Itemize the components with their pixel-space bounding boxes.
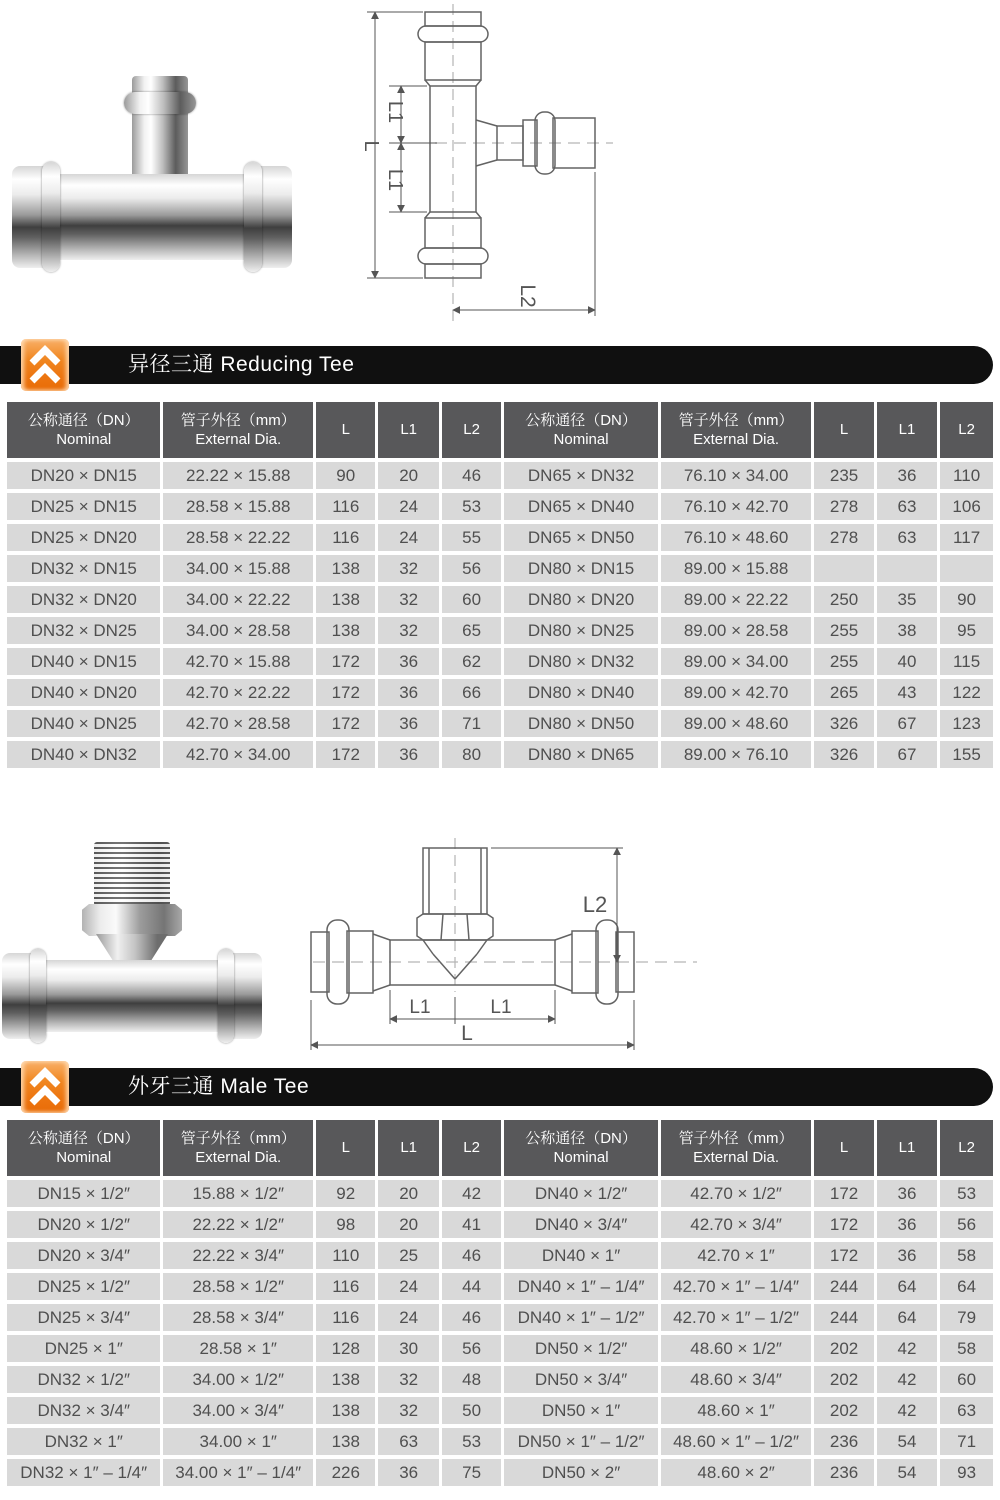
table-cell: 89.00 × 76.10 (661, 741, 812, 768)
table-cell: DN50 × 1/2″ (504, 1335, 657, 1362)
table-cell: 40 (877, 648, 937, 675)
table-cell: 89.00 × 42.70 (661, 679, 812, 706)
table-cell: 265 (814, 679, 873, 706)
table-cell: 71 (442, 710, 501, 737)
male-tee-photo (2, 838, 262, 1053)
table-cell: 63 (940, 1397, 993, 1424)
table-cell: 42.70 × 34.00 (163, 741, 313, 768)
table-cell: 172 (316, 648, 375, 675)
table-cell: 50 (442, 1397, 501, 1424)
table-cell: 64 (940, 1273, 993, 1300)
table-cell: 41 (442, 1211, 501, 1238)
table-cell: 48.60 × 1″ (661, 1397, 812, 1424)
table-cell: 20 (378, 1211, 438, 1238)
table-cell: 46 (442, 1242, 501, 1269)
table-row (7, 1428, 993, 1455)
dim-label-l1: L1 (384, 168, 406, 192)
table-cell: 76.10 × 42.70 (661, 493, 812, 520)
table-cell: 122 (940, 679, 993, 706)
table-cell: 202 (814, 1335, 873, 1362)
table-cell: 15.88 × 1/2″ (163, 1180, 313, 1207)
section-badge (21, 339, 69, 391)
table-cell: 79 (940, 1304, 993, 1331)
table-cell: 36 (378, 648, 438, 675)
table-cell: 32 (378, 1397, 438, 1424)
table-cell (814, 555, 873, 582)
table-cell: 32 (378, 617, 438, 644)
table-cell: 24 (378, 1273, 438, 1300)
table-cell: 54 (877, 1428, 937, 1455)
table-cell: 48.60 × 1″ – 1/2″ (661, 1428, 812, 1455)
dim-label-l1: L1 (384, 100, 406, 124)
column-header: L2 (442, 402, 501, 458)
table-cell: 110 (940, 462, 993, 489)
table-row (7, 1366, 993, 1393)
table-cell: DN50 × 3/4″ (504, 1366, 657, 1393)
table-cell: DN15 × 1/2″ (7, 1180, 160, 1207)
table-cell: 28.58 × 1/2″ (163, 1273, 313, 1300)
table-cell: 63 (877, 493, 937, 520)
column-header-zh: 管子外径（mm） (678, 411, 794, 429)
table-cell: 53 (442, 1428, 501, 1455)
table-cell: 138 (316, 1397, 375, 1424)
column-header: L2 (940, 1120, 993, 1176)
table-cell: 65 (442, 617, 501, 644)
table-cell: 138 (316, 586, 375, 613)
table-cell: DN40 × 1″ (504, 1242, 657, 1269)
column-header-en: Nominal (553, 1149, 609, 1166)
table-row (7, 710, 993, 737)
table-cell: 44 (442, 1273, 501, 1300)
table-cell: 28.58 × 22.22 (163, 524, 313, 551)
section-badge (21, 1061, 69, 1113)
table-cell: 67 (877, 710, 937, 737)
table-row (7, 1335, 993, 1362)
table-cell: DN32 × DN25 (7, 617, 160, 644)
table-cell: 46 (442, 462, 501, 489)
dim-label-l2: L2 (516, 284, 539, 308)
table-cell: 36 (877, 1180, 937, 1207)
table-cell: 62 (442, 648, 501, 675)
reducing-tee-drawing (345, 0, 690, 332)
column-header-zh: 公称通径（DN） (525, 1129, 637, 1147)
table-cell: 172 (814, 1180, 873, 1207)
column-header: L (814, 402, 873, 458)
table-cell: DN40 × 1″ – 1/2″ (504, 1304, 657, 1331)
double-chevron-up-icon (21, 339, 69, 391)
table-cell: DN50 × 1″ (504, 1397, 657, 1424)
column-header: L1 (378, 402, 438, 458)
table-cell: 95 (940, 617, 993, 644)
table-cell: DN40 × 3/4″ (504, 1211, 657, 1238)
double-chevron-up-icon (21, 1061, 69, 1113)
table-cell: 75 (442, 1459, 501, 1486)
table-cell: 278 (814, 493, 873, 520)
column-header (661, 1120, 812, 1176)
column-header-zh: 管子外径（mm） (678, 1129, 794, 1147)
right-press-ring (218, 949, 234, 1043)
left-press-ring (42, 162, 60, 272)
table-cell: DN40 × DN15 (7, 648, 160, 675)
table-cell: 42.70 × 1″ (661, 1242, 812, 1269)
table-cell: DN32 × DN20 (7, 586, 160, 613)
table-cell: 34.00 × 28.58 (163, 617, 313, 644)
column-header: L (814, 1120, 873, 1176)
table-cell: 55 (442, 524, 501, 551)
table-cell: 235 (814, 462, 873, 489)
table-cell: DN65 × DN50 (504, 524, 657, 551)
table-cell: 28.58 × 3/4″ (163, 1304, 313, 1331)
reducing-tee-photo (12, 62, 292, 292)
section-header-male-tee (0, 1068, 993, 1106)
table-cell: DN25 × DN20 (7, 524, 160, 551)
table-cell: 48.60 × 1/2″ (661, 1335, 812, 1362)
table-cell: DN40 × DN32 (7, 741, 160, 768)
table-cell: 98 (316, 1211, 375, 1238)
table-cell: 42.70 × 3/4″ (661, 1211, 812, 1238)
table-cell: 64 (877, 1273, 937, 1300)
table-cell: 278 (814, 524, 873, 551)
table-cell: 42 (442, 1180, 501, 1207)
table-cell: 255 (814, 648, 873, 675)
table-cell: 42.70 × 22.22 (163, 679, 313, 706)
table-cell: 90 (316, 462, 375, 489)
table-cell: DN80 × DN50 (504, 710, 657, 737)
table-cell: DN25 × 3/4″ (7, 1304, 160, 1331)
table-cell: 76.10 × 48.60 (661, 524, 812, 551)
table-cell: 128 (316, 1335, 375, 1362)
table-cell: 172 (316, 741, 375, 768)
dim-label-l: L (360, 140, 382, 152)
table-cell: 58 (940, 1335, 993, 1362)
table-row (7, 648, 993, 675)
table-cell: 89.00 × 22.22 (661, 586, 812, 613)
column-header: L1 (877, 1120, 937, 1176)
table-cell: 32 (378, 1366, 438, 1393)
table-cell: 53 (940, 1180, 993, 1207)
table-cell: 20 (378, 1180, 438, 1207)
table-cell: 80 (442, 741, 501, 768)
table-cell: 89.00 × 34.00 (661, 648, 812, 675)
table-cell: 36 (378, 1459, 438, 1486)
table-cell: 67 (877, 741, 937, 768)
table-cell: DN40 × DN25 (7, 710, 160, 737)
table-cell: 24 (378, 493, 438, 520)
table-cell: 36 (378, 710, 438, 737)
table-cell: DN25 × DN15 (7, 493, 160, 520)
table-row (7, 493, 993, 520)
table-cell: 34.00 × 15.88 (163, 555, 313, 582)
table-cell: 42 (877, 1397, 937, 1424)
dim-label-l1: L1 (490, 997, 512, 1018)
table-cell: 34.00 × 22.22 (163, 586, 313, 613)
table-cell: 54 (877, 1459, 937, 1486)
table-cell: 89.00 × 28.58 (661, 617, 812, 644)
table-cell: 36 (877, 1242, 937, 1269)
column-header (661, 402, 812, 458)
table-cell: DN32 × 1″ (7, 1428, 160, 1455)
table-cell: DN80 × DN15 (504, 555, 657, 582)
table-cell: 123 (940, 710, 993, 737)
table-cell: 244 (814, 1273, 873, 1300)
table-cell: DN50 × 1″ – 1/2″ (504, 1428, 657, 1455)
table-cell: 42.70 × 1″ – 1/2″ (661, 1304, 812, 1331)
table-cell: 24 (378, 1304, 438, 1331)
table-cell: 89.00 × 15.88 (661, 555, 812, 582)
table-cell: 20 (378, 462, 438, 489)
dim-label-l1: L1 (409, 997, 431, 1018)
table-cell: 28.58 × 15.88 (163, 493, 313, 520)
table-cell: DN80 × DN25 (504, 617, 657, 644)
table-cell: DN32 × DN15 (7, 555, 160, 582)
table-cell: 56 (940, 1211, 993, 1238)
table-cell: 42.70 × 1/2″ (661, 1180, 812, 1207)
table-header (7, 402, 993, 458)
table-cell: 226 (316, 1459, 375, 1486)
table-cell: 255 (814, 617, 873, 644)
column-header (7, 1120, 160, 1176)
table-cell (940, 555, 993, 582)
table-cell: 34.00 × 1″ – 1/4″ (163, 1459, 313, 1486)
table-cell: 202 (814, 1366, 873, 1393)
right-press-ring (244, 162, 262, 272)
table-cell: 36 (378, 741, 438, 768)
table-cell: 106 (940, 493, 993, 520)
column-header-zh: 管子外径（mm） (180, 411, 296, 429)
table-cell: 42.70 × 1″ – 1/4″ (661, 1273, 812, 1300)
table-cell: DN50 × 2″ (504, 1459, 657, 1486)
table-cell: 56 (442, 555, 501, 582)
dim-label-l2: L2 (582, 892, 608, 917)
table-cell: 138 (316, 555, 375, 582)
table-cell: 43 (877, 679, 937, 706)
table-cell: 116 (316, 1273, 375, 1300)
column-header: L2 (940, 402, 993, 458)
table-cell: 250 (814, 586, 873, 613)
table-cell: 25 (378, 1242, 438, 1269)
table-cell (877, 555, 937, 582)
table-body (7, 462, 993, 768)
table-cell: 326 (814, 741, 873, 768)
table-row (7, 586, 993, 613)
section-title: 外牙三通 Male Tee (128, 1075, 310, 1098)
column-header-zh: 管子外径（mm） (180, 1129, 296, 1147)
column-header: L1 (378, 1120, 438, 1176)
table-cell: 58 (940, 1242, 993, 1269)
table-cell: DN65 × DN32 (504, 462, 657, 489)
table-cell: 90 (940, 586, 993, 613)
column-header (163, 1120, 313, 1176)
column-header: L2 (442, 1120, 501, 1176)
table-cell: 32 (378, 586, 438, 613)
column-header-zh: 公称通径（DN） (525, 411, 637, 429)
table-cell: 89.00 × 48.60 (661, 710, 812, 737)
column-header-en: External Dia. (195, 431, 282, 448)
table-cell: 35 (877, 586, 937, 613)
column-header: L (316, 1120, 375, 1176)
table-cell: 202 (814, 1397, 873, 1424)
column-header-zh: 公称通径（DN） (27, 411, 140, 429)
table-cell: 42 (877, 1366, 937, 1393)
table-cell: DN32 × 1/2″ (7, 1366, 160, 1393)
table-row (7, 1459, 993, 1486)
table-cell: 36 (378, 679, 438, 706)
table-cell: 42 (877, 1335, 937, 1362)
table-cell: 46 (442, 1304, 501, 1331)
table-cell: DN32 × 1″ – 1/4″ (7, 1459, 160, 1486)
table-cell: DN20 × DN15 (7, 462, 160, 489)
dim-label-l: L (461, 1022, 473, 1045)
table-cell: 53 (442, 493, 501, 520)
column-header (163, 402, 313, 458)
table-cell: 56 (442, 1335, 501, 1362)
table-cell: DN80 × DN20 (504, 586, 657, 613)
table-cell: 48.60 × 3/4″ (661, 1366, 812, 1393)
table-cell: 93 (940, 1459, 993, 1486)
table-cell: 38 (877, 617, 937, 644)
table-cell: 48 (442, 1366, 501, 1393)
table-cell: DN80 × DN32 (504, 648, 657, 675)
table-cell: 236 (814, 1459, 873, 1486)
hex-nut (82, 904, 182, 936)
column-header-en: External Dia. (693, 1149, 779, 1166)
reducing-tee-table (4, 398, 996, 772)
table-row (7, 679, 993, 706)
table-cell: 60 (442, 586, 501, 613)
table-cell: 117 (940, 524, 993, 551)
table-cell: 28.58 × 1″ (163, 1335, 313, 1362)
table-cell: DN65 × DN40 (504, 493, 657, 520)
table-cell: 236 (814, 1428, 873, 1455)
table-cell: 116 (316, 524, 375, 551)
table-header-row (7, 402, 993, 458)
table-cell: 63 (877, 524, 937, 551)
table-cell: DN40 × 1/2″ (504, 1180, 657, 1207)
table-header (7, 1120, 993, 1176)
main-pipe (32, 174, 272, 260)
main-pipe (22, 960, 242, 1032)
column-header-zh: 公称通径（DN） (27, 1129, 140, 1147)
table-cell: 172 (316, 679, 375, 706)
table-cell: 172 (814, 1242, 873, 1269)
column-header: L (316, 402, 375, 458)
table-cell: 22.22 × 3/4″ (163, 1242, 313, 1269)
table-cell: 34.00 × 1/2″ (163, 1366, 313, 1393)
column-header-en: Nominal (56, 431, 112, 448)
table-cell: 326 (814, 710, 873, 737)
table-cell: 92 (316, 1180, 375, 1207)
male-tee-drawing (305, 832, 705, 1067)
table-cell: 155 (940, 741, 993, 768)
table-cell: 30 (378, 1335, 438, 1362)
table-cell: DN40 × 1″ – 1/4″ (504, 1273, 657, 1300)
table-row (7, 1180, 993, 1207)
table-cell: 172 (316, 710, 375, 737)
press-ring (124, 92, 196, 114)
table-cell: 64 (877, 1304, 937, 1331)
table-cell: 110 (316, 1242, 375, 1269)
table-cell: 34.00 × 3/4″ (163, 1397, 313, 1424)
table-cell: 115 (940, 648, 993, 675)
table-cell: 60 (940, 1366, 993, 1393)
table-cell: 116 (316, 493, 375, 520)
table-cell: 172 (814, 1211, 873, 1238)
table-cell: 48.60 × 2″ (661, 1459, 812, 1486)
male-thread (94, 842, 170, 906)
table-row (7, 1242, 993, 1269)
table-cell: 138 (316, 1428, 375, 1455)
table-cell: DN40 × DN20 (7, 679, 160, 706)
column-header (7, 402, 160, 458)
table-cell: 42.70 × 28.58 (163, 710, 313, 737)
column-header-en: External Dia. (693, 431, 779, 448)
table-cell: 34.00 × 1″ (163, 1428, 313, 1455)
left-press-ring (30, 949, 46, 1043)
table-cell: 71 (940, 1428, 993, 1455)
column-header-en: External Dia. (195, 1149, 282, 1166)
table-cell: 138 (316, 1366, 375, 1393)
table-cell: 63 (378, 1428, 438, 1455)
table-cell: 116 (316, 1304, 375, 1331)
table-row (7, 1211, 993, 1238)
column-header: L1 (877, 402, 937, 458)
table-row (7, 741, 993, 768)
table-body (7, 1180, 993, 1486)
table-header-row (7, 1120, 993, 1176)
table-cell: DN80 × DN65 (504, 741, 657, 768)
table-cell: DN80 × DN40 (504, 679, 657, 706)
column-header-en: Nominal (553, 431, 609, 448)
table-cell: DN25 × 1/2″ (7, 1273, 160, 1300)
table-cell: 244 (814, 1304, 873, 1331)
table-row (7, 1397, 993, 1424)
table-cell: 138 (316, 617, 375, 644)
column-header-en: Nominal (56, 1149, 112, 1166)
table-row (7, 617, 993, 644)
table-cell: DN25 × 1″ (7, 1335, 160, 1362)
table-cell: DN32 × 3/4″ (7, 1397, 160, 1424)
table-cell: 22.22 × 1/2″ (163, 1211, 313, 1238)
table-row (7, 1273, 993, 1300)
table-cell: 66 (442, 679, 501, 706)
section-header-reducing-tee (0, 346, 993, 384)
table-row (7, 555, 993, 582)
table-row (7, 524, 993, 551)
table-cell: 24 (378, 524, 438, 551)
column-header (504, 1120, 657, 1176)
column-header (504, 402, 657, 458)
table-cell: 32 (378, 555, 438, 582)
table-cell: DN20 × 3/4″ (7, 1242, 160, 1269)
table-cell: DN20 × 1/2″ (7, 1211, 160, 1238)
table-cell: 76.10 × 34.00 (661, 462, 812, 489)
table-cell: 36 (877, 1211, 937, 1238)
table-cell: 42.70 × 15.88 (163, 648, 313, 675)
section-title: 异径三通 Reducing Tee (128, 353, 355, 376)
table-cell: 36 (877, 462, 937, 489)
male-tee-table (4, 1116, 996, 1490)
table-cell: 22.22 × 15.88 (163, 462, 313, 489)
table-row (7, 462, 993, 489)
table-row (7, 1304, 993, 1331)
